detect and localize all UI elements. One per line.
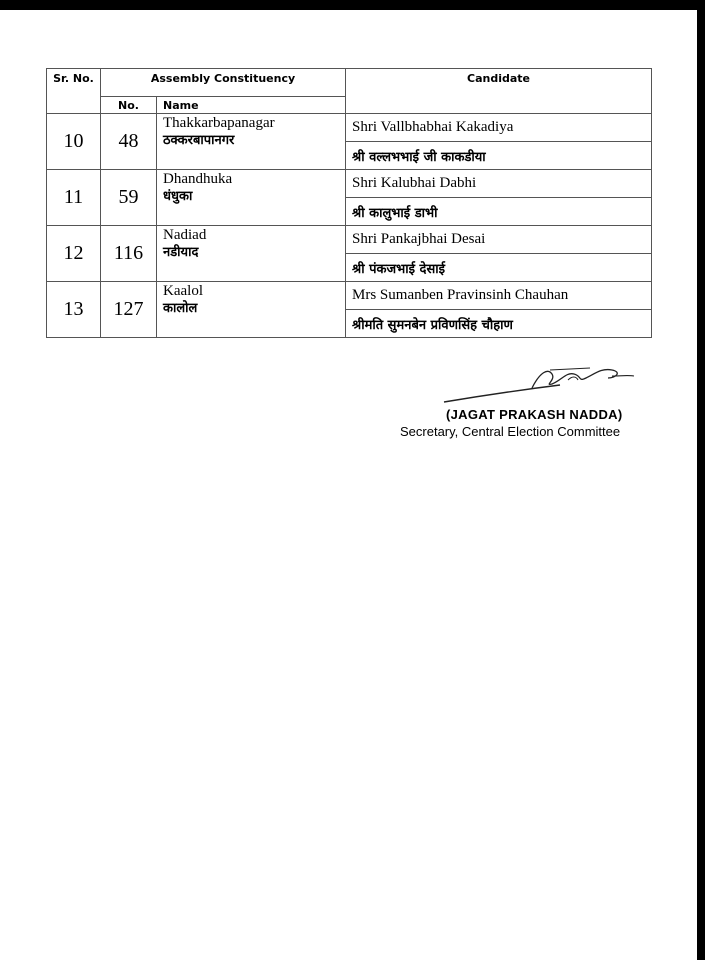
sr-no-cell: 13 [47, 282, 101, 338]
header-no: No. [101, 97, 157, 114]
header-sr-no: Sr. No. [47, 69, 101, 114]
signatory-title: Secretary, Central Election Committee [400, 424, 621, 439]
constituency-name-en: Thakkarbapanagar [163, 115, 275, 131]
candidate-name-hi: श्री पंकजभाई देसाई [346, 254, 652, 282]
header-candidate: Candidate [346, 69, 652, 114]
header-assembly-constituency: Assembly Constituency [101, 69, 346, 97]
candidate-name-en: Shri Kalubhai Dabhi [346, 170, 652, 198]
constituency-name-en: Nadiad [163, 227, 207, 243]
candidate-table [46, 68, 652, 338]
sr-no-cell: 12 [47, 226, 101, 282]
candidate-name-en: Shri Pankajbhai Desai [346, 226, 652, 254]
constituency-name-en: Kaalol [163, 283, 203, 299]
constituency-name-hi: ठक्करबापानगर [163, 133, 235, 148]
table-row [47, 170, 652, 198]
table-row [47, 226, 652, 254]
constituency-no-cell: 59 [101, 170, 157, 226]
table-row [47, 114, 652, 142]
constituency-name-cell [157, 282, 346, 338]
document-page [0, 10, 697, 960]
constituency-no-cell: 48 [101, 114, 157, 170]
sr-no-cell: 10 [47, 114, 101, 170]
constituency-name-hi: नडीयाद [163, 245, 199, 260]
constituency-name-en: Dhandhuka [163, 171, 233, 187]
candidate-name-en: Mrs Sumanben Pravinsinh Chauhan [346, 282, 652, 310]
constituency-no-cell: 116 [101, 226, 157, 282]
signatory-name: (JAGAT PRAKASH NADDA) [446, 407, 623, 422]
constituency-name-cell [157, 114, 346, 170]
constituency-no-cell: 127 [101, 282, 157, 338]
sr-no-cell: 11 [47, 170, 101, 226]
constituency-name-hi: धंधुका [163, 189, 193, 204]
constituency-name-cell [157, 170, 346, 226]
candidate-name-hi: श्रीमति सुमनबेन प्रविणसिंह चौहाण [346, 310, 652, 338]
constituency-name-hi: कालोल [163, 301, 198, 316]
candidate-name-en: Shri Vallbhabhai Kakadiya [346, 114, 652, 142]
header-name: Name [157, 97, 346, 114]
table-row [47, 282, 652, 310]
constituency-name-cell [157, 226, 346, 282]
candidate-name-hi: श्री कालुभाई डाभी [346, 198, 652, 226]
candidate-name-hi: श्री वल्लभभाई जी काकडीया [346, 142, 652, 170]
